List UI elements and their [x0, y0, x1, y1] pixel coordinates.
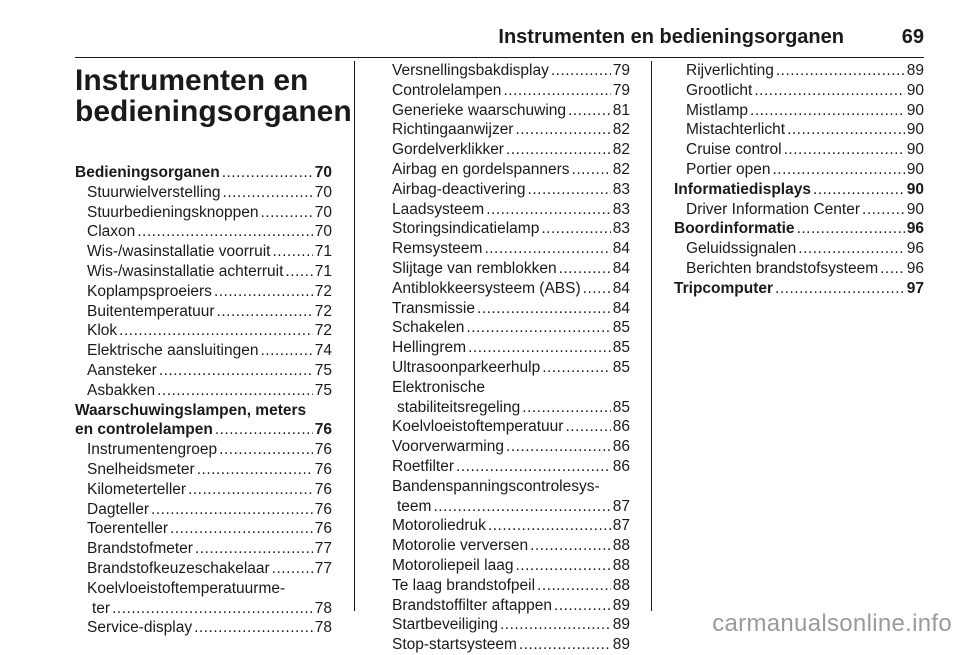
toc-entry-title: Claxon [87, 223, 136, 241]
toc-entry[interactable] [380, 497, 630, 517]
toc-entry[interactable] [75, 539, 332, 559]
toc-entry-title: Wis-/wasinstallatie voorruit [87, 243, 271, 261]
dot-leader [565, 417, 610, 437]
toc-entry-title: Driver Information Center [686, 200, 861, 218]
toc-entry-page: 76 [314, 480, 332, 498]
toc-entry[interactable] [75, 440, 332, 460]
dot-leader [466, 318, 610, 338]
toc-entry-page: 76 [314, 500, 332, 518]
toc-entry-title: Grootlicht [686, 81, 753, 99]
toc-entry[interactable] [380, 299, 630, 319]
toc-entry-title: Airbag en gordelspanners [392, 160, 570, 178]
toc-entry-page: 85 [612, 398, 630, 416]
toc-entry[interactable] [674, 101, 924, 121]
toc-entry[interactable] [674, 120, 924, 140]
toc-entry-title: Mistlamp [686, 101, 749, 119]
toc-entry-page: 76 [314, 441, 332, 459]
toc-entry-page: 90 [906, 121, 924, 139]
dot-leader [170, 519, 313, 539]
toc-entry-title: Bedieningsorganen [75, 164, 220, 181]
page-number: 69 [901, 26, 924, 48]
toc-entry-title: en controlelampen [75, 421, 213, 439]
dot-leader [519, 635, 611, 655]
toc-entry-page: 86 [612, 457, 630, 475]
toc-entry-page: 72 [314, 322, 332, 340]
toc-entry-page: 82 [612, 141, 630, 159]
toc-entry-heading: Koelvloeistoftemperatuurme- [87, 579, 286, 597]
toc-entry[interactable] [75, 519, 332, 539]
toc-section[interactable] [674, 180, 924, 200]
toc-entry[interactable] [380, 239, 630, 259]
dot-leader [554, 596, 611, 616]
toc-entry[interactable] [380, 417, 630, 437]
dot-leader [486, 200, 611, 220]
toc-entry-page: 70 [314, 183, 332, 201]
toc-entry-title: Toerenteller [87, 520, 168, 538]
dot-leader [754, 81, 904, 101]
toc-section[interactable] [674, 279, 924, 299]
dot-leader [500, 615, 611, 635]
toc-entry-page: 74 [314, 342, 332, 360]
toc-entry[interactable] [380, 219, 630, 239]
dot-leader [188, 480, 313, 500]
toc-entry[interactable] [380, 358, 630, 378]
dot-leader [285, 262, 312, 282]
toc-entry[interactable] [380, 101, 630, 121]
toc-entry-title: Ultrasoonparkeerhulp [392, 358, 541, 376]
dot-leader [787, 120, 905, 140]
toc-entry-page: 89 [612, 616, 630, 634]
toc-entry-title: Stuurbedieningsknoppen [87, 203, 259, 221]
chapter-title-line-1: Instrumenten en [75, 64, 309, 97]
dot-leader [433, 497, 610, 517]
dot-leader [522, 398, 611, 418]
toc-entry[interactable] [674, 61, 924, 81]
dot-leader [506, 437, 611, 457]
toc-entry-page: 81 [612, 101, 630, 119]
toc-entry-title: Wis-/wasinstallatie achterruit [87, 262, 284, 280]
toc-entry-page: 83 [612, 200, 630, 218]
dot-leader [194, 618, 313, 638]
toc-entry-page: 76 [314, 520, 332, 538]
toc-list-2 [380, 61, 630, 655]
toc-entry[interactable] [380, 576, 630, 596]
toc-entry[interactable] [75, 480, 332, 500]
dot-leader [468, 338, 611, 358]
toc-entry-page: 70 [314, 223, 332, 241]
toc-entry[interactable] [380, 259, 630, 279]
page-header [0, 0, 960, 58]
toc-entry-title: Mistachterlicht [686, 121, 786, 139]
toc-list-3 [674, 61, 924, 299]
dot-leader [219, 440, 313, 460]
toc-entry-page: 85 [612, 339, 630, 357]
dot-leader [272, 242, 312, 262]
dot-leader [215, 420, 313, 440]
toc-section[interactable] [75, 420, 332, 440]
dot-leader [530, 536, 611, 556]
toc-entry-title: Voorverwarming [392, 438, 504, 456]
toc-entry-title: Koelvloeistoftemperatuur [392, 418, 564, 436]
dot-leader [516, 556, 611, 576]
toc-entry-title: Roetfilter [392, 457, 455, 475]
toc-entry[interactable] [380, 615, 630, 635]
toc-entry-page: 89 [612, 596, 630, 614]
toc-entry-page: 76 [314, 421, 332, 439]
toc-entry-page: 72 [314, 302, 332, 320]
toc-entry-page: 72 [314, 282, 332, 300]
toc-entry-title: Airbag-deactivering [392, 180, 526, 198]
toc-entry-page: 96 [906, 240, 924, 258]
toc-entry[interactable] [674, 200, 924, 220]
toc-list-1 [75, 163, 332, 638]
dot-leader [583, 279, 611, 299]
toc-entry-page: 70 [314, 203, 332, 221]
toc-entry-page: 90 [906, 141, 924, 159]
toc-entry-page: 84 [612, 240, 630, 258]
toc-entry-title: Hellingrem [392, 339, 467, 357]
toc-entry-heading: Waarschuwingslampen, meters [75, 401, 307, 419]
toc-section[interactable] [75, 163, 332, 183]
toc-entry[interactable] [75, 302, 332, 322]
toc-entry[interactable] [380, 338, 630, 358]
toc-entry-title: Klok [87, 322, 118, 340]
dot-leader [214, 282, 313, 302]
toc-section[interactable] [674, 219, 924, 239]
toc-entry-title: Remsysteem [392, 240, 483, 258]
toc-entry-title: Motorolie verversen [392, 537, 529, 555]
dot-leader [528, 180, 611, 200]
toc-entry[interactable] [674, 81, 924, 101]
dot-leader [223, 183, 313, 203]
toc-entry-title: Tripcomputer [674, 279, 774, 297]
toc-entry-page: 90 [906, 200, 924, 218]
toc-entry-title: Schakelen [392, 319, 465, 337]
toc-entry-page: 84 [612, 259, 630, 277]
toc-entry-title: Stop-startsysteem [392, 636, 517, 654]
toc-entry[interactable] [75, 559, 332, 579]
toc-entry-page: 75 [314, 361, 332, 379]
toc-entry-page: 88 [612, 537, 630, 555]
toc-entry-title: Transmissie [392, 299, 475, 317]
toc-entry-page: 84 [612, 299, 630, 317]
toc-entry[interactable] [674, 140, 924, 160]
toc-entry[interactable] [674, 259, 924, 279]
toc-entry-page: 96 [906, 259, 924, 277]
toc-entry[interactable] [380, 61, 630, 81]
toc-entry-page: 82 [612, 160, 630, 178]
toc-entry-title: Instrumentengroep [87, 441, 218, 459]
toc-entry-page: 96 [906, 220, 924, 238]
toc-entry[interactable] [674, 239, 924, 259]
toc-entry-page: 88 [612, 556, 630, 574]
toc-entry-heading: Bandenspanningscontrolesys- [392, 477, 600, 495]
toc-entry-title: teem [397, 497, 432, 515]
header-rule [75, 57, 924, 58]
toc-entry[interactable] [380, 200, 630, 220]
dot-leader [572, 160, 611, 180]
toc-entry-page: 82 [612, 121, 630, 139]
toc-entry[interactable] [674, 160, 924, 180]
toc-entry[interactable] [380, 556, 630, 576]
toc-entry-title: Brandstofmeter [87, 540, 193, 558]
toc-entry[interactable] [380, 398, 630, 418]
toc-entry-page: 90 [906, 101, 924, 119]
dot-leader [272, 559, 313, 579]
toc-entry[interactable] [380, 81, 630, 101]
dot-leader [797, 219, 905, 239]
toc-entry-title: Startbeveiliging [392, 616, 498, 634]
toc-entry-title: Service-display [87, 619, 193, 637]
toc-entry[interactable] [380, 279, 630, 299]
dot-leader [772, 160, 904, 180]
dot-leader [798, 239, 904, 259]
dot-leader [488, 516, 611, 536]
dot-leader [197, 460, 313, 480]
toc-entry[interactable] [75, 203, 332, 223]
dot-leader [537, 576, 611, 596]
toc-entry-page: 88 [612, 576, 630, 594]
dot-leader [112, 599, 313, 619]
toc-column-3 [674, 61, 924, 299]
dot-leader [151, 500, 313, 520]
toc-entry[interactable] [380, 516, 630, 536]
toc-entry-title: Laadsysteem [392, 200, 485, 218]
toc-entry[interactable] [380, 437, 630, 457]
toc-entry[interactable] [75, 599, 332, 619]
chapter-title-line-2: bedieningsorganen [75, 95, 352, 128]
dot-leader [541, 219, 610, 239]
dot-leader [119, 321, 313, 341]
toc-entry-title: Elektrische aansluitingen [87, 342, 259, 360]
dot-leader [503, 81, 610, 101]
toc-entry-title: Antiblokkeersysteem (ABS) [392, 279, 581, 297]
dot-leader [217, 302, 313, 322]
dot-leader [157, 381, 313, 401]
toc-entry-title: Kilometerteller [87, 480, 187, 498]
toc-entry[interactable] [75, 500, 332, 520]
toc-entry-page: 84 [612, 279, 630, 297]
toc-entry[interactable] [75, 262, 332, 282]
dot-leader [484, 239, 610, 259]
toc-entry[interactable] [380, 180, 630, 200]
toc-entry-heading: Elektronische [392, 378, 486, 396]
toc-entry-title: Geluidssignalen [686, 240, 797, 258]
toc-entry-title: Buitentemperatuur [87, 302, 215, 320]
toc-entry-title: Controlelampen [392, 81, 502, 99]
toc-entry-page: 86 [612, 418, 630, 436]
dot-leader [137, 222, 313, 242]
dot-leader [159, 361, 313, 381]
toc-entry-page: 85 [612, 358, 630, 376]
chapter-title [75, 64, 352, 128]
dot-leader [456, 457, 611, 477]
toc-entry-page: 90 [906, 81, 924, 99]
dot-leader [551, 61, 611, 81]
toc-entry-page: 83 [612, 220, 630, 238]
toc-entry-page: 79 [612, 62, 630, 79]
toc-entry[interactable] [380, 160, 630, 180]
toc-entry-title: Informatiedisplays [674, 180, 811, 198]
dot-leader [775, 279, 905, 299]
toc-entry[interactable] [380, 635, 630, 655]
toc-entry[interactable] [380, 120, 630, 140]
toc-entry-page: 79 [612, 81, 630, 99]
dot-leader [477, 299, 611, 319]
toc-entry-page: 71 [314, 243, 332, 261]
toc-entry-page: 89 [612, 636, 630, 654]
toc-entry-title: Cruise control [686, 141, 782, 159]
toc-entry-title: Te laag brandstofpeil [392, 576, 536, 594]
column-divider-2 [651, 61, 652, 611]
toc-entry[interactable] [75, 282, 332, 302]
watermark: carmanualsonline.info [712, 610, 952, 637]
toc-entry-title: Brandstofkeuzeschakelaar [87, 559, 270, 577]
toc-entry[interactable] [380, 596, 630, 616]
toc-entry[interactable] [380, 457, 630, 477]
dot-leader [261, 203, 313, 223]
dot-leader [784, 140, 905, 160]
toc-entry-title: Brandstoffilter aftappen [392, 596, 552, 614]
toc-entry[interactable] [75, 222, 332, 242]
toc-entry-title: Motoroliedruk [392, 517, 486, 535]
running-header-title: Instrumenten en bedieningsorganen [498, 26, 844, 48]
toc-entry[interactable] [380, 318, 630, 338]
toc-entry-title: Dagteller [87, 500, 150, 518]
toc-entry-page: 86 [612, 438, 630, 456]
dot-leader [515, 120, 610, 140]
toc-entry-title: Aansteker [87, 361, 157, 379]
dot-leader [813, 180, 905, 200]
dot-leader [506, 140, 611, 160]
toc-entry-title: Versnellingsbakdisplay [392, 62, 549, 79]
toc-entry-page: 87 [612, 517, 630, 535]
toc-entry[interactable] [75, 321, 332, 341]
toc-column-2 [380, 61, 630, 655]
dot-leader [568, 101, 611, 121]
toc-entry-page: 78 [314, 599, 332, 617]
toc-entry-title: ter [92, 599, 111, 617]
toc-entry-title: Motoroliepeil laag [392, 556, 514, 574]
dot-leader [260, 341, 312, 361]
toc-entry-title: Stuurwielverstelling [87, 183, 221, 201]
toc-entry-page: 97 [906, 279, 924, 297]
dot-leader [222, 163, 313, 183]
toc-entry-title: Storingsindicatielamp [392, 220, 540, 238]
toc-entry[interactable] [75, 183, 332, 203]
toc-entry-page: 87 [612, 497, 630, 515]
toc-entry-page: 76 [314, 460, 332, 478]
toc-entry-page: 90 [906, 160, 924, 178]
dot-leader [559, 259, 611, 279]
toc-entry-page: 77 [314, 559, 332, 577]
toc-entry-page: 71 [314, 262, 332, 280]
toc-entry-title: Snelheidsmeter [87, 460, 195, 478]
toc-column-1 [75, 61, 352, 638]
toc-entry-title: Rijverlichting [686, 62, 774, 79]
toc-entry[interactable] [380, 536, 630, 556]
toc-entry[interactable] [75, 341, 332, 361]
toc-entry-title: Richtingaanwijzer [392, 121, 514, 139]
toc-entry-page: 78 [314, 619, 332, 637]
toc-entry[interactable] [75, 361, 332, 381]
dot-leader [195, 539, 313, 559]
toc-entry[interactable] [380, 140, 630, 160]
toc-entry-page: 70 [314, 164, 332, 181]
toc-entry[interactable] [75, 618, 332, 638]
toc-entry[interactable] [75, 381, 332, 401]
toc-entry-title: Slijtage van remblokken [392, 259, 557, 277]
toc-entry-page: 85 [612, 319, 630, 337]
dot-leader [880, 259, 905, 279]
dot-leader [750, 101, 905, 121]
toc-entry-page: 83 [612, 180, 630, 198]
toc-entry-title: Koplampsproeiers [87, 282, 212, 300]
toc-entry-title: Portier open [686, 160, 771, 178]
column-divider-1 [354, 61, 355, 611]
toc-entry-title: Gordelverklikker [392, 141, 504, 159]
toc-entry-page: 90 [906, 180, 924, 198]
dot-leader [542, 358, 611, 378]
dot-leader [776, 61, 905, 81]
toc-entry-title: Boordinformatie [674, 220, 795, 238]
toc-entry-title: Berichten brandstofsysteem [686, 259, 879, 277]
toc-entry-page: 89 [906, 62, 924, 79]
toc-entry-title: stabiliteitsregeling [397, 398, 521, 416]
toc-entry-page: 75 [314, 381, 332, 399]
toc-entry[interactable] [75, 460, 332, 480]
dot-leader [862, 200, 905, 220]
toc-entry-title: Asbakken [87, 381, 156, 399]
toc-entry-title: Generieke waarschuwing [392, 101, 567, 119]
toc-entry-page: 77 [314, 540, 332, 558]
toc-entry[interactable] [75, 242, 332, 262]
